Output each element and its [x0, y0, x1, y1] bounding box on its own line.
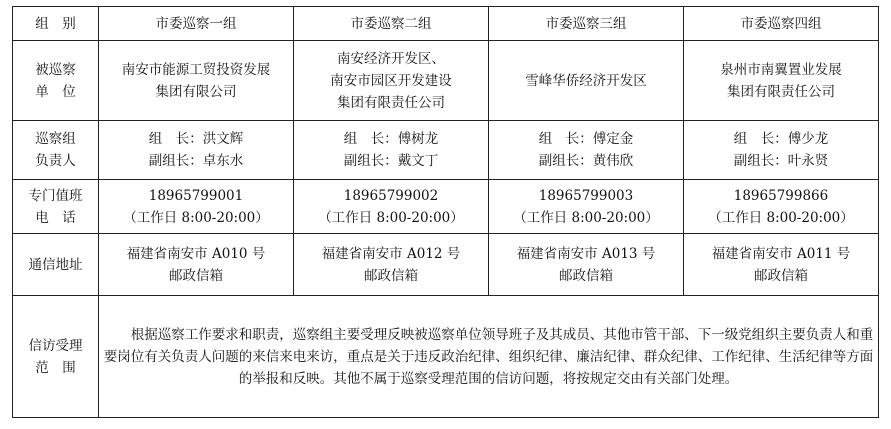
unit-cell-group-4 — [684, 41, 879, 121]
scope-label-line2: 范 围 — [35, 359, 76, 376]
deputy-leader-text: 副组长：叶永贤 — [733, 153, 829, 169]
deputy-leader-text: 副组长：卓东水 — [148, 153, 244, 169]
address-line: 福建省南安市 A013 号 — [516, 245, 656, 262]
group-label: 组 别 — [13, 7, 99, 41]
unit-text-line: 南安市园区开发建设 — [330, 72, 452, 89]
unit-text-line: 南安经济开发区、 — [337, 50, 445, 67]
leader-text: 组 长：傅树龙 — [343, 131, 439, 147]
phone-cell-group-1 — [99, 180, 294, 234]
column-header-group-1: 市委巡察一组 — [99, 7, 294, 41]
unit-label-line2: 单 位 — [35, 83, 76, 100]
leader-text: 组 长：傅少龙 — [733, 131, 829, 147]
unit-cell-group-1 — [99, 41, 294, 121]
leaders-label-line1: 巡察组 — [35, 131, 76, 147]
address-row — [13, 234, 879, 296]
address-line: 邮政信箱 — [754, 267, 808, 284]
phone-number: 18965799002 — [343, 187, 439, 204]
unit-cell-group-3 — [489, 41, 684, 121]
column-header-group-4: 市委巡察四组 — [684, 7, 879, 41]
unit-text-line: 集团有限责任公司 — [337, 94, 445, 111]
address-cell-group-1 — [99, 234, 294, 296]
address-cell-group-3 — [489, 234, 684, 296]
unit-text-line: 集团有限责任公司 — [727, 83, 835, 100]
leader-text: 组 长：傅定金 — [538, 131, 634, 147]
unit-text-line: 南安市能源工贸投资发展 — [121, 61, 271, 78]
phone-row-label — [13, 180, 99, 234]
scope-description-text: 根据巡察工作要求和职责，巡察组主要受理反映被巡察单位领导班子及其成员、其他市管干部、下一级党组织主要负责人和重要岗位有关负责人问题的来信来电来访，重点是关于违反政治纪律、组织纪律、廉洁纪律、群众纪律、工作纪律、生活纪律等方面的举报和反映。其他不属于巡察受理范围的信访问题，将按规定交由有关部门处理。 — [103, 326, 874, 387]
leaders-cell-group-1 — [99, 121, 294, 180]
unit-text-line: 泉州市南翼置业发展 — [720, 61, 842, 78]
phone-label-line2: 电 话 — [35, 209, 76, 226]
leaders-cell-group-3 — [489, 121, 684, 180]
inspection-contact-table — [12, 6, 879, 418]
phone-hours: （工作日 8:00-20:00） — [708, 209, 854, 226]
unit-label-line1: 被巡察 — [35, 61, 76, 78]
deputy-leader-text: 副组长：黄伟欣 — [538, 153, 634, 169]
unit-cell-group-2 — [294, 41, 489, 121]
unit-text-line: 集团有限公司 — [155, 83, 237, 100]
deputy-leader-text: 副组长：戴文丁 — [343, 153, 439, 169]
address-line: 福建省南安市 A012 号 — [321, 245, 461, 262]
leaders-row-label — [13, 121, 99, 180]
leaders-row — [13, 121, 879, 180]
unit-text-line: 雪峰华侨经济开发区 — [525, 72, 647, 89]
scope-label-line1: 信访受理 — [28, 337, 83, 354]
address-line: 邮政信箱 — [559, 267, 613, 284]
unit-row-label — [13, 41, 99, 121]
leaders-cell-group-2 — [294, 121, 489, 180]
scope-row-label — [13, 296, 99, 418]
phone-cell-group-4 — [684, 180, 879, 234]
leader-text: 组 长：洪文辉 — [148, 131, 244, 147]
phone-number: 18965799866 — [733, 187, 829, 204]
phone-cell-group-2 — [294, 180, 489, 234]
header-row — [13, 7, 879, 41]
phone-row — [13, 180, 879, 234]
leaders-cell-group-4 — [684, 121, 879, 180]
address-line: 邮政信箱 — [364, 267, 418, 284]
column-header-group-2: 市委巡察二组 — [294, 7, 489, 41]
phone-hours: （工作日 8:00-20:00） — [123, 209, 269, 226]
scope-description-cell — [99, 296, 879, 418]
address-cell-group-2 — [294, 234, 489, 296]
phone-label-line1: 专门值班 — [28, 187, 83, 204]
unit-row — [13, 41, 879, 121]
address-cell-group-4 — [684, 234, 879, 296]
phone-number: 18965799001 — [148, 187, 244, 204]
address-line: 福建省南安市 A010 号 — [126, 245, 266, 262]
phone-cell-group-3 — [489, 180, 684, 234]
phone-hours: （工作日 8:00-20:00） — [318, 209, 464, 226]
address-line: 福建省南安市 A011 号 — [711, 245, 851, 262]
phone-number: 18965799003 — [538, 187, 634, 204]
scope-row — [13, 296, 879, 418]
address-row-label: 通信地址 — [13, 234, 99, 296]
leaders-label-line2: 负责人 — [35, 153, 76, 169]
phone-hours: （工作日 8:00-20:00） — [513, 209, 659, 226]
column-header-group-3: 市委巡察三组 — [489, 7, 684, 41]
address-line: 邮政信箱 — [169, 267, 223, 284]
